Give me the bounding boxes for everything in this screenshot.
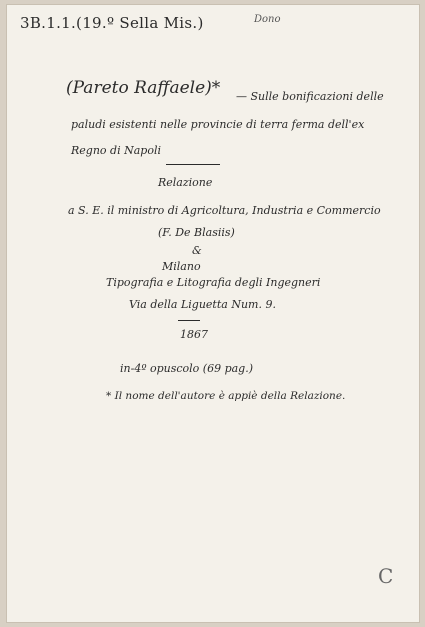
title-line-3: Regno di Napoli bbox=[71, 144, 161, 157]
author-heading: (Pareto Raffaele)* bbox=[66, 78, 221, 98]
publication-city: Milano bbox=[162, 260, 201, 273]
year-rule bbox=[178, 320, 200, 321]
footnote: * Il nome dell'autore è appiè della Relazione. bbox=[106, 390, 346, 402]
relazione-heading: Relazione bbox=[158, 176, 213, 189]
relazione-line-1: a S. E. il ministro di Agricoltura, Industria e Commercio bbox=[68, 204, 381, 217]
corner-mark: C bbox=[378, 564, 394, 588]
publisher-line-2: Via della Liguetta Num. 9. bbox=[129, 298, 276, 311]
publication-year: 1867 bbox=[180, 328, 208, 341]
divider-rule bbox=[166, 164, 220, 165]
separator-mark: & bbox=[192, 244, 202, 257]
source-note: Dono bbox=[254, 14, 281, 25]
shelfmark: 3B.1.1.(19.º Sella Mis.) bbox=[20, 14, 204, 32]
catalog-card bbox=[6, 4, 420, 623]
publisher-line-1: Tipografia e Litografia degli Ingegneri bbox=[106, 276, 321, 289]
format-note: in-4º opuscolo (69 pag.) bbox=[120, 362, 254, 375]
title-line-1: — Sulle bonificazioni delle bbox=[236, 90, 384, 103]
title-line-2: paludi esistenti nelle provincie di terra ferma dell'ex bbox=[71, 118, 365, 131]
relazione-line-2: (F. De Blasiis) bbox=[158, 226, 235, 239]
